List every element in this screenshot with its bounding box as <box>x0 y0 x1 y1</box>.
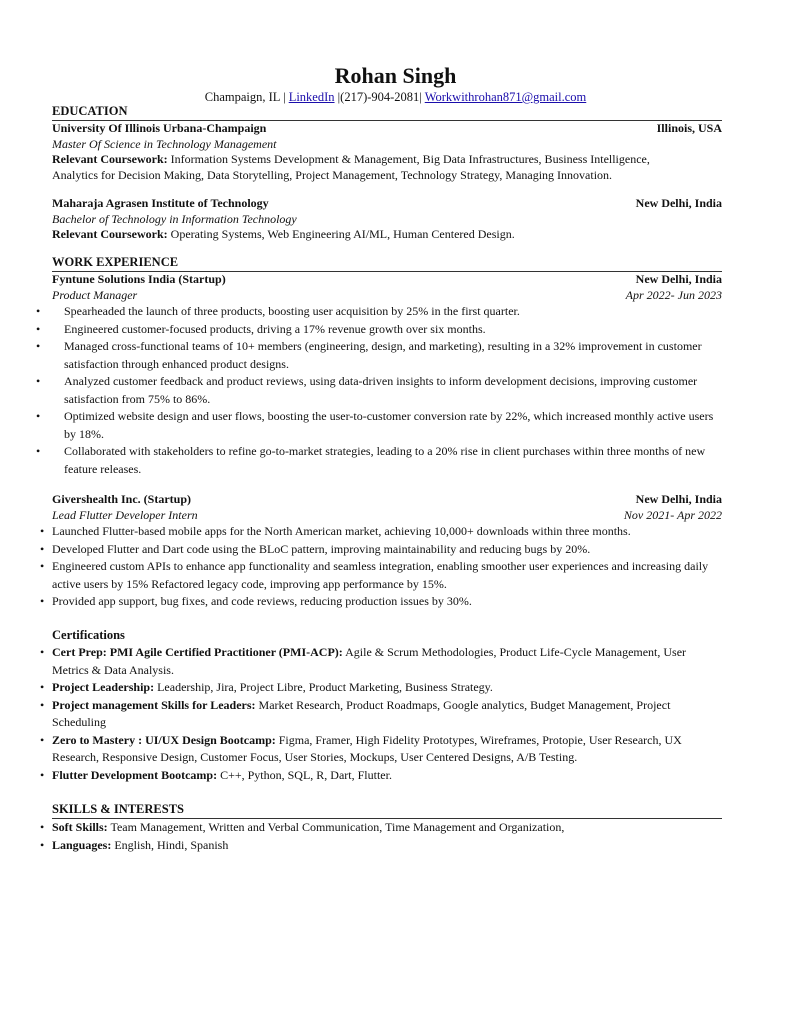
certifications-list <box>52 644 722 784</box>
cert-label: Project management Skills for Leaders: <box>52 697 256 712</box>
list-item: • Analyzed customer feedback and product reviews, using data-driven insights to inform development decisions, improving customer satisfaction from 75% to 86%. <box>52 373 722 408</box>
company-location: New Delhi, India <box>635 272 722 286</box>
skills-list <box>52 819 722 854</box>
education-heading: EDUCATION <box>52 104 722 121</box>
coursework-label: Relevant Coursework: <box>52 152 168 166</box>
coursework-text <box>52 227 722 243</box>
company-name: Fyntune Solutions India (Startup) <box>52 272 226 286</box>
list-item <box>52 819 722 837</box>
skill-text: Team Management, Written and Verbal Communication, Time Management and Organization, <box>107 820 565 834</box>
cert-text: Agile & Scrum Methodologies, Product Life-Cycle Management, User Metrics & Data Analysis. <box>52 645 687 677</box>
linkedin-link[interactable]: LinkedIn <box>288 90 335 104</box>
cert-text: Leadership, Jira, Project Libre, Product Marketing, Business Strategy. <box>154 680 493 694</box>
list-item <box>52 767 722 785</box>
certifications-heading: Certifications <box>52 628 125 642</box>
list-item: • Launched Flutter-based mobile apps for the North American market, achieving 10,000+ downloads within three months. <box>52 523 722 541</box>
cert-label: Zero to Mastery : UI/UX Design Bootcamp: <box>52 732 276 747</box>
list-item <box>52 679 722 697</box>
company-location: New Delhi, India <box>635 492 722 506</box>
degree-text: Master Of Science in Technology Management <box>52 136 277 151</box>
job-title: Product Manager <box>52 287 138 302</box>
school-location: Illinois, USA <box>656 121 722 135</box>
coursework-text <box>52 152 722 168</box>
list-item: • Engineered custom APIs to enhance app functionality and seamless integration, enabling smoother user experiences and increasing daily active users by 15% Refactored legacy code, improving app performance by 15%. <box>52 558 722 593</box>
skill-label: Soft Skills: <box>52 820 108 834</box>
candidate-name: Rohan Singh <box>334 63 457 88</box>
contact-line <box>0 90 791 105</box>
list-item: • Engineered customer-focused products, driving a 17% revenue growth over six months. <box>52 321 722 339</box>
coursework-label: Relevant Coursework: <box>52 227 168 241</box>
work-section <box>52 255 722 611</box>
coursework-line-2: Analytics for Decision Making, Data Storytelling, Project Management, Technology Strategy, Managing Innovation. <box>52 167 613 182</box>
company-name: Givershealth Inc. (Startup) <box>52 492 191 506</box>
list-item <box>52 644 722 679</box>
job-bullets <box>52 523 722 611</box>
school-location: New Delhi, India <box>635 196 722 210</box>
list-item <box>52 732 722 767</box>
job-bullets <box>52 303 722 478</box>
certifications-section <box>52 628 722 784</box>
cert-text: Figma, Framer, High Fidelity Prototypes, Wireframes, Protopie, User Research, UX Research, Responsive Design, Customer Focus, User Stories, Mockups, User Centered Designs, A/B Testing. <box>52 732 682 764</box>
list-item: • Provided app support, bug fixes, and code reviews, reducing production issues by 30%. <box>52 593 722 611</box>
cert-label: Cert Prep: PMI Agile Certified Practitioner (PMI-ACP): <box>52 645 343 659</box>
cert-label: Project Leadership: <box>52 680 155 694</box>
list-item: • Spearheaded the launch of three products, boosting user acquisition by 25% in the first quarter. <box>52 303 722 321</box>
cert-label: Flutter Development Bootcamp: <box>52 767 218 782</box>
skills-section <box>52 802 722 854</box>
job-dates: Apr 2022- Jun 2023 <box>625 287 722 302</box>
list-item: • Developed Flutter and Dart code using the BLoC pattern, improving maintainability and reducing bugs by 20%. <box>52 541 722 559</box>
list-item: • Optimized website design and user flows, boosting the user-to-customer conversion rate by 22%, which increased monthly active users by 18%. <box>52 408 722 443</box>
skills-heading: SKILLS & INTERESTS <box>52 802 722 819</box>
cert-text: Market Research, Product Roadmaps, Google analytics, Budget Management, Project Scheduling <box>52 697 671 729</box>
list-item: • Collaborated with stakeholders to refine go-to-market strategies, leading to a 20% rise in client purchases within three months of new feature releases. <box>52 443 722 478</box>
school-name: Maharaja Agrasen Institute of Technology <box>52 196 269 210</box>
job-dates: Nov 2021- Apr 2022 <box>623 507 722 522</box>
school-name: University Of Illinois Urbana-Champaign <box>52 121 267 135</box>
list-item: • Managed cross-functional teams of 10+ members (engineering, design, and marketing), resulting in a 32% improvement in customer satisfaction through enhanced product designs. <box>52 338 722 373</box>
coursework-line: Information Systems Development & Management, Big Data Infrastructures, Business Intelligence, <box>167 152 650 166</box>
job-title: Lead Flutter Developer Intern <box>52 507 198 522</box>
list-item <box>52 697 722 732</box>
coursework-line: Operating Systems, Web Engineering AI/ML, Human Centered Design. <box>167 227 515 241</box>
skill-text: English, Hindi, Spanish <box>111 837 229 852</box>
location-text: Champaign, IL | <box>204 90 289 104</box>
email-link[interactable]: Workwithrohan871@gmail.com <box>424 90 587 104</box>
list-item <box>52 837 722 855</box>
work-heading: WORK EXPERIENCE <box>52 255 722 272</box>
skill-label: Languages: <box>52 837 112 852</box>
degree-text: Bachelor of Technology in Information Technology <box>52 211 297 226</box>
phone-text: |(217)-904-2081| <box>334 90 425 104</box>
education-section <box>52 104 722 243</box>
cert-text: C++, Python, SQL, R, Dart, Flutter. <box>217 767 392 782</box>
